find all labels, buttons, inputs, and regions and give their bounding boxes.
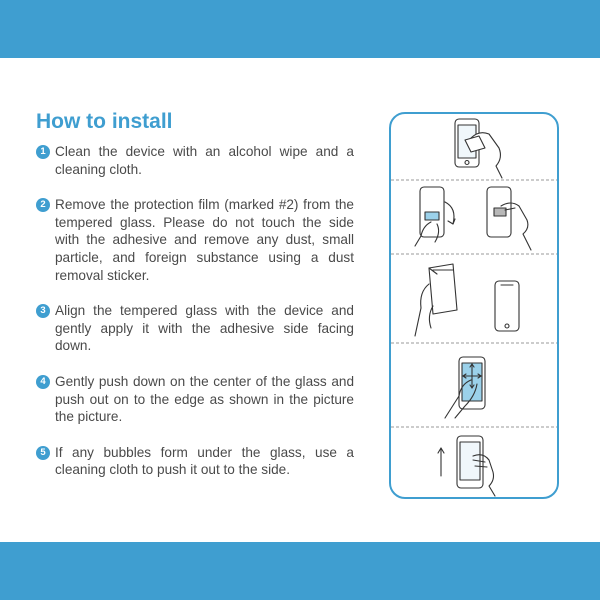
align-glass-illustration [415, 264, 519, 336]
instruction-step-3 [36, 302, 354, 355]
page-title: How to install [36, 110, 173, 133]
step-number-badge: 1 [36, 145, 50, 159]
press-center-illustration [445, 357, 485, 418]
push-bubbles-illustration [438, 436, 495, 496]
illustration-strip [391, 114, 557, 497]
top-banner [0, 0, 600, 58]
illustration-panel [389, 112, 559, 499]
wipe-phone-illustration [455, 119, 502, 178]
step-number-badge: 2 [36, 198, 50, 212]
bottom-banner [0, 542, 600, 600]
step-number-badge: 4 [36, 375, 50, 389]
step-number-badge: 3 [36, 304, 50, 318]
step-text: If any bubbles form under the glass, use a cleaning cloth to push it out to the side. [55, 444, 354, 478]
peel-film-illustration [415, 187, 531, 250]
step-number-badge: 5 [36, 446, 50, 460]
step-text: Remove the protection film (marked #2) from the tempered glass. Please do not touch the side with the adhesive and remove any dust, small particle, and foreign substance using a dust removal sticker. [55, 197, 354, 283]
step-text: Gently push down on the center of the glass and push out on to the edge as shown in the picture the picture. [55, 373, 354, 425]
instruction-step-4 [36, 373, 354, 426]
instruction-step-5 [36, 444, 354, 479]
step-text: Align the tempered glass with the device and gently apply it with the adhesive side facing down. [55, 303, 354, 354]
instruction-step-1 [36, 143, 354, 178]
instruction-list [36, 143, 354, 479]
instruction-step-2 [36, 196, 354, 284]
step-text: Clean the device with an alcohol wipe and a cleaning cloth. [55, 144, 354, 177]
